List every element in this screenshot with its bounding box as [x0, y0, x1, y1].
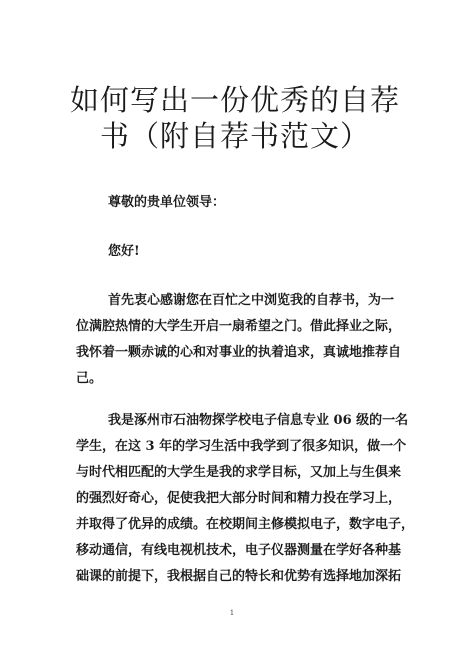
paragraph-2-line-7: 础课的前提下，我根据自己的特长和优势有选择地加深拓 [76, 569, 402, 584]
document-title [60, 82, 410, 154]
paragraph-2-line-5: 并取得了优异的成绩。在校期间主修模拟电子，数字电子， [76, 517, 415, 532]
paragraph-1-line-4: 己。 [76, 371, 103, 386]
page-number: 1 [229, 609, 235, 617]
greeting: 您好! [108, 244, 140, 259]
paragraph-2-line-2: 学生，在这 3 年的学习生活中我学到了很多知识，做一个 [76, 439, 407, 454]
paragraph-1-line-2: 位满腔热情的大学生开启一扇希望之门。借此择业之际， [76, 319, 402, 334]
paragraph-2-line-6: 移动通信，有线电视机技术，电子仪器测量在学好各种基 [76, 543, 402, 558]
paragraph-2-line-4: 的强烈好奇心，促使我把大部分时间和精力投在学习上， [76, 491, 402, 506]
title-line-2: 书（附自荐书范文） [99, 119, 370, 153]
paragraph-2-line-1: 我是涿州市石油物探学校电子信息专业 06 级的一名 [108, 413, 409, 428]
salutation: 尊敬的贵单位领导： [108, 195, 226, 210]
paragraph-1-line-3: 我怀着一颗赤诚的心和对事业的执着追求，真诚地推荐自 [76, 345, 402, 360]
title-line-1: 如何写出一份优秀的自荐 [69, 83, 400, 117]
paragraph-2-line-3: 与时代相匹配的大学生是我的求学目标，又加上与生俱来 [76, 465, 402, 480]
paragraph-1-line-1: 首先衷心感谢您在百忙之中浏览我的自荐书，为一 [108, 293, 395, 308]
